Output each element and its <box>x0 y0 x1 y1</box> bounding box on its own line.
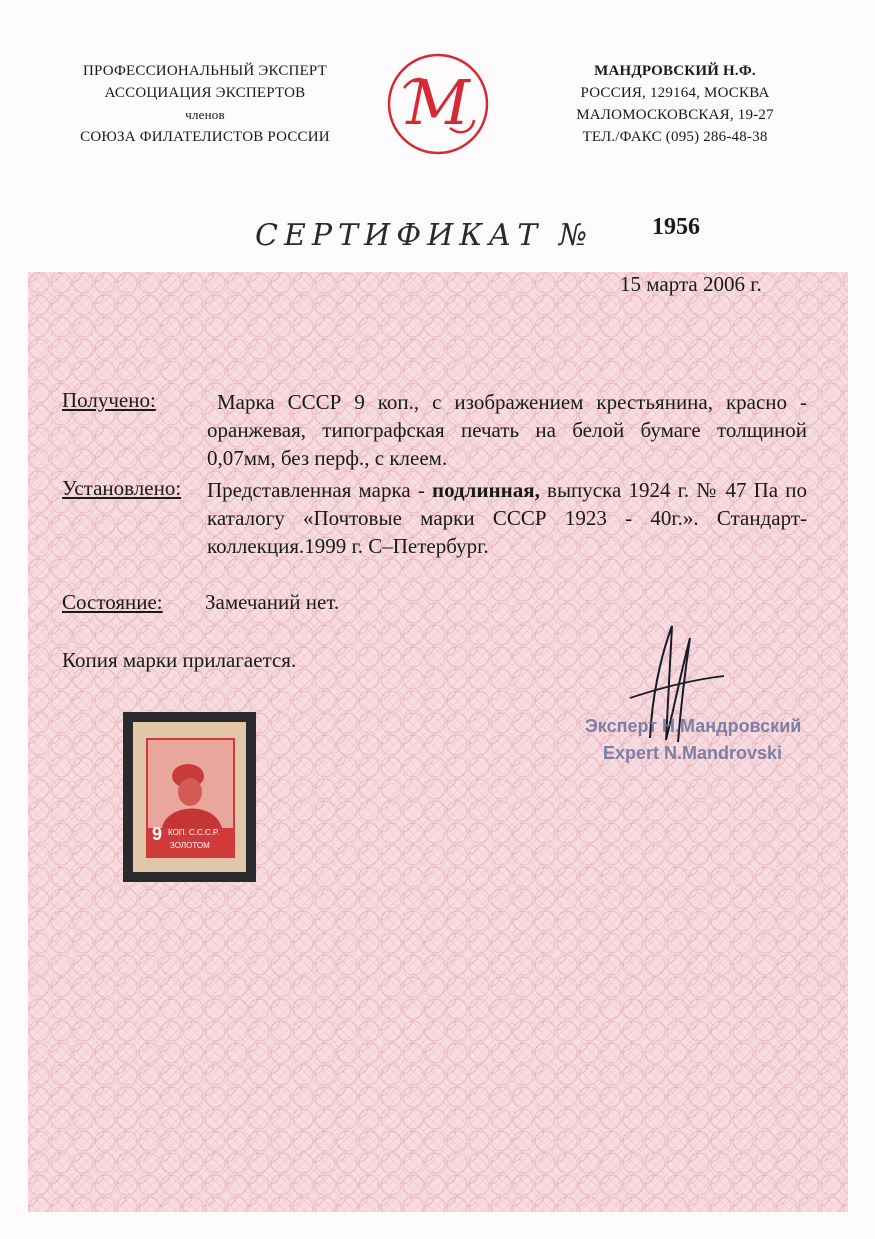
stamp-paper <box>133 722 246 872</box>
stamp-photo <box>123 712 256 882</box>
established-text-pre: Представленная марка - <box>207 478 433 502</box>
established-text <box>207 476 807 560</box>
expert-rubber-stamp <box>585 713 825 767</box>
expert-contact-header <box>515 60 835 148</box>
stamp-value: 9 <box>152 824 163 844</box>
association-line-1: ПРОФЕССИОНАЛЬНЫЙ ЭКСПЕРТ <box>82 63 328 79</box>
association-line-2: АССОЦИАЦИЯ ЭКСПЕРТОВ <box>104 85 306 101</box>
expert-stamp-line-1: Эксперт Н.Мандровский <box>585 716 802 736</box>
received-label: Получено: <box>62 388 156 412</box>
monogram-logo-icon <box>386 52 490 156</box>
copy-note: Копия марки прилагается. <box>62 648 297 672</box>
association-line-3: членов <box>185 107 225 122</box>
contact-line-4: ТЕЛ./ФАКС (095) 286-48-38 <box>582 129 768 145</box>
condition-text: Замечаний нет. <box>205 590 340 614</box>
certificate-date: 15 марта 2006 г. <box>620 272 762 296</box>
expert-name: МАНДРОВСКИЙ Н.Ф. <box>594 63 756 79</box>
stamp-line-2: ЗОЛОТОМ <box>170 841 210 850</box>
authentic-verdict: подлинная, <box>432 478 540 502</box>
certificate-title: СЕРТИФИКАТ № <box>255 218 594 253</box>
contact-line-3: МАЛОМОСКОВСКАЯ, 19-27 <box>576 107 774 123</box>
established-label: Установлено: <box>62 476 182 500</box>
association-header <box>40 60 370 148</box>
stamp-design <box>146 738 235 858</box>
svg-text:М: М <box>406 66 470 139</box>
established-text-post: выпуска 1924 г. № 47 Па по каталогу «Почтовые марки СССР 1923 - 40г.». Стандарт-коллекция.1999 г. С–Петербург. <box>207 478 808 558</box>
association-line-4: СОЮЗА ФИЛАТЕЛИСТОВ РОССИИ <box>80 129 330 145</box>
condition-label: Состояние: <box>62 590 163 614</box>
received-text: Марка СССР 9 коп., с изображением крестьянина, красно - оранжевая, типографская печать на белой бумаге толщиной 0,07мм, без перф., с клеем. <box>207 390 807 470</box>
certificate-number: 1956 <box>652 214 700 240</box>
expert-stamp-line-2: Expert N.Mandrovski <box>603 743 783 763</box>
contact-line-2: РОССИЯ, 129164, МОСКВА <box>580 85 770 101</box>
stamp-line-1: КОП. С.С.С.Р. <box>168 828 220 837</box>
